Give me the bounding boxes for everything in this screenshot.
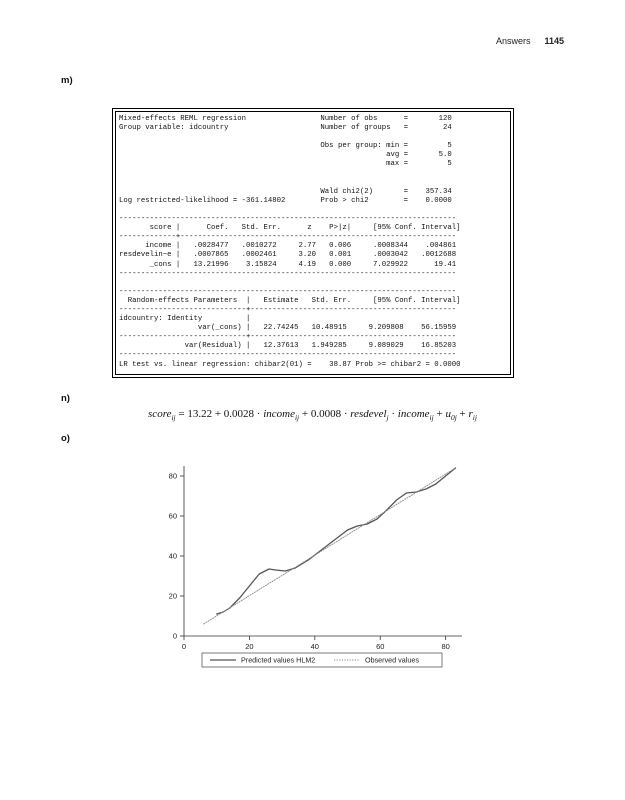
label-o: o) — [61, 433, 70, 444]
model-equation — [0, 408, 625, 422]
y-tick-label: 0 — [172, 631, 177, 641]
prediction-chart — [140, 464, 470, 674]
series-line-0 — [217, 468, 456, 614]
x-tick-label: 0 — [181, 642, 187, 651]
eq-term-r-sub: ij — [472, 413, 477, 423]
page-number: 1145 — [544, 36, 564, 46]
eq-part-4: + — [433, 408, 446, 420]
eq-term-income: income — [263, 408, 295, 420]
y-tick-label: 80 — [168, 471, 177, 481]
running-head-section: Answers — [495, 36, 531, 46]
label-m: m) — [61, 75, 73, 86]
legend-label-1: Observed values — [365, 655, 419, 665]
x-tick-label: 20 — [245, 642, 254, 651]
eq-term-r: r — [468, 408, 473, 420]
legend-label-0: Predicted values HLM2 — [241, 655, 316, 665]
x-tick-label: 60 — [376, 642, 385, 651]
eq-lhs-sub: ij — [171, 413, 176, 423]
eq-part-5: + — [456, 408, 469, 420]
eq-term-resdevel-sub: j — [386, 413, 389, 423]
eq-term-resdevel: resdevel — [350, 408, 387, 420]
stata-output-text: Mixed-effects REML regression Number of obs = 120 Group variable: idcountry Number of groups = 24 Obs per group: min = 5 avg = 5.0 max = 5 Wald chi2(2) = 357.34 Log restricted-likelihood = -361.14802 Prob > chi2 = 0.0000 ----------------------------------------------------------------------------- score | Coef. Std. Err. z P>|z| [95% Conf. Interval] -------------+--------------------------------------------------------------- income | .0028477 .0010272 2.77 0.006 .0008344 .004861 resdevelin~e | .0007865 .0002461 3.20 0.001 .0003042 .0012688 _cons | 13.21996 3.15824 4.19 0.000 7.029922 19.41 ----------------------------------------------------------------------------- ----------------------------------------------------------------------------- Random-effects Parameters | Estimate Std. Err. [95% Conf. Interval] -----------------------------+----------------------------------------------- idcountry: Identity | var(_cons) | 22.74245 10.48915 9.209808 56.15959 -----------------------------+----------------------------------------------- var(Residual) | 12.37613 1.949285 9.089029 16.85203 ----------------------------------------------------------------------------- LR test vs. linear regression: chibar2(01) = 38.87 Prob >= chibar2 = 0.0000 — [119, 115, 461, 369]
eq-term-u-sub: 0j — [450, 413, 457, 423]
x-tick-label: 40 — [310, 642, 319, 651]
label-n: n) — [61, 393, 70, 404]
eq-term-u: u — [445, 408, 451, 420]
eq-lhs: score — [148, 408, 172, 420]
series-line-1 — [204, 468, 456, 624]
y-tick-label: 20 — [168, 591, 177, 601]
stata-output-box — [112, 108, 514, 378]
x-tick-label: 80 — [441, 642, 450, 651]
running-head — [496, 36, 564, 46]
eq-part-3: · — [388, 408, 398, 420]
y-tick-label: 40 — [168, 551, 177, 561]
eq-term-income-2-sub: ij — [429, 413, 434, 423]
eq-part-2: + 0.0008 · — [299, 408, 351, 420]
stata-output-inner — [115, 111, 511, 375]
eq-term-income-2: income — [397, 408, 430, 420]
y-tick-label: 60 — [168, 511, 177, 521]
eq-part-1: = 13.22 + 0.0028 · — [175, 408, 264, 420]
eq-term-income-sub: ij — [294, 413, 300, 423]
